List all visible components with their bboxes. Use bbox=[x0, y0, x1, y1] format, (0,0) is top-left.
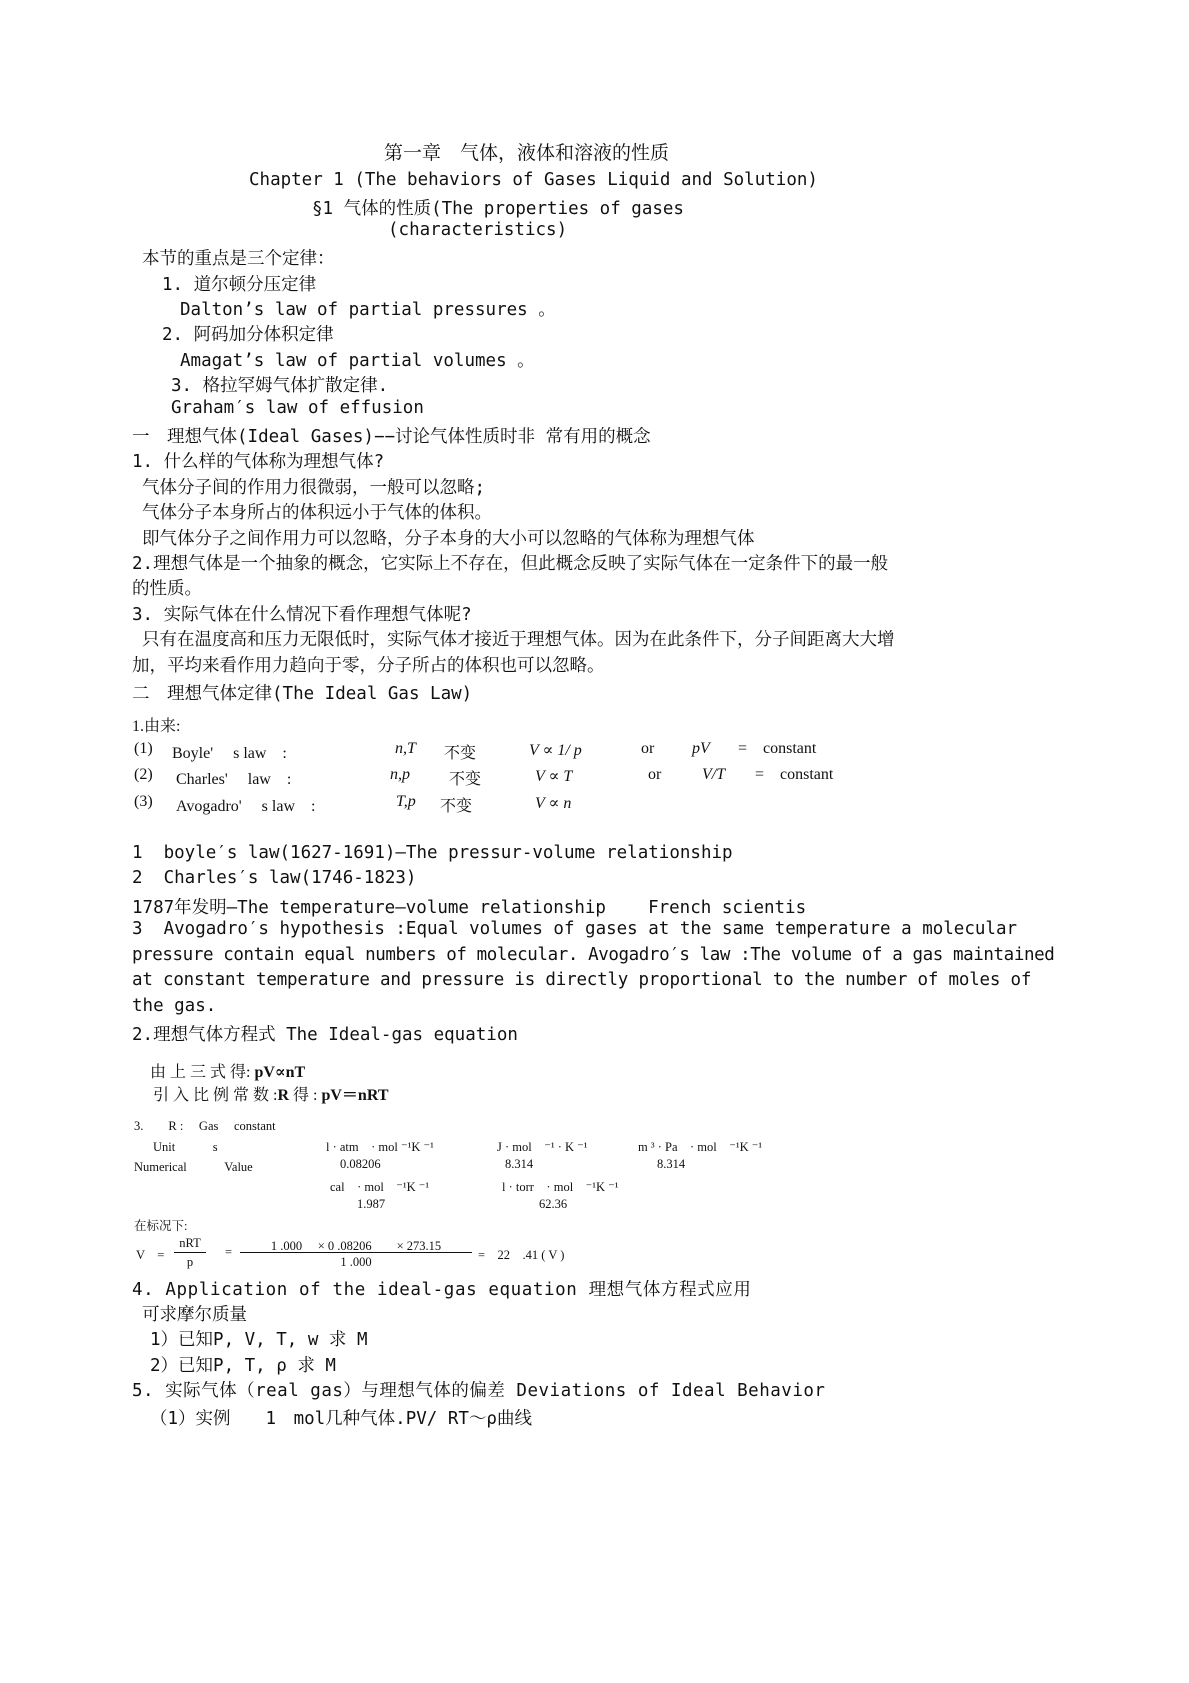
law-3-en: Graham′s law of effusion bbox=[171, 398, 424, 418]
law-1: 1. 道尔顿分压定律 bbox=[162, 275, 317, 295]
law-fixed: 不变 bbox=[440, 798, 473, 815]
answer-1a: 气体分子间的作用力很微弱，一般可以忽略; bbox=[142, 478, 486, 498]
law-2: 2. 阿码加分体积定律 bbox=[162, 325, 334, 345]
unit-4: cal · mol ⁻¹K ⁻¹ bbox=[330, 1180, 430, 1194]
application-heading: 4. Application of the ideal-gas equation 理想气体方程式应用 bbox=[132, 1280, 752, 1300]
answer-1c: 即气体分子之间作用力可以忽略，分子本身的大小可以忽略的气体称为理想气体 bbox=[142, 529, 755, 549]
molar-mass: 可求摩尔质量 bbox=[142, 1305, 247, 1325]
unit-3: m ³ · Pa · mol ⁻¹K ⁻¹ bbox=[638, 1140, 763, 1154]
calc-denominator: p bbox=[186, 1255, 194, 1269]
constant-r: R bbox=[277, 1087, 290, 1104]
law-constant: constant bbox=[763, 740, 817, 757]
derivation-text: 得 : bbox=[289, 1087, 322, 1104]
history-6: at constant temperature and pressure is directly proportional to the number of moles of bbox=[132, 970, 1032, 990]
chapter-title-en: Chapter 1 (The behaviors of Gases Liquid and Solution) bbox=[249, 170, 818, 190]
calc-equals: = bbox=[225, 1245, 233, 1259]
law-relation: V ∝ 1/ p bbox=[529, 742, 582, 759]
value-2: 8.314 bbox=[505, 1157, 534, 1171]
law-relation: V ∝ n bbox=[535, 795, 572, 812]
row-number: (3) bbox=[134, 793, 153, 810]
numerical-label: Numerical Value bbox=[134, 1160, 253, 1174]
answer-3a: 只有在温度高和压力无限低时，实际气体才接近于理想气体。因为在此条件下，分子间距离大大增 bbox=[142, 630, 895, 650]
law-expression: pV bbox=[692, 740, 710, 757]
history-4: 3 Avogadro′s hypothesis :Equal volumes of gases at the same temperature a molecular bbox=[132, 919, 1018, 939]
deviations-heading: 5. 实际气体（real gas）与理想气体的偏差 Deviations of Ideal Behavior bbox=[132, 1381, 826, 1401]
unit-5: l · torr · mol ⁻¹K ⁻¹ bbox=[502, 1180, 619, 1194]
point-2b: 的性质。 bbox=[132, 579, 202, 599]
section-title-cont: (characteristics) bbox=[388, 220, 568, 240]
law-fixed: 不变 bbox=[444, 745, 477, 762]
value-5: 62.36 bbox=[539, 1197, 568, 1211]
method-2: 2）已知P, T, ρ 求 M bbox=[150, 1356, 336, 1376]
answer-3b: 加，平均来看作用力趋向于零，分子所占的体积也可以忽略。 bbox=[132, 656, 605, 676]
question-1: 1. 什么样的气体称为理想气体? bbox=[132, 452, 385, 472]
law-or: or bbox=[641, 740, 655, 757]
method-1: 1）已知P, V, T, w 求 M bbox=[150, 1330, 368, 1350]
heading-part1: 一 理想气体(Ideal Gases)−−讨论气体性质时非 常有用的概念 bbox=[132, 427, 651, 447]
ideal-gas-equation: pV＝nRT bbox=[321, 1087, 389, 1104]
law-condition: n,T bbox=[395, 740, 416, 757]
stp-label: 在标况下: bbox=[134, 1219, 188, 1233]
intro: 本节的重点是三个定律： bbox=[142, 249, 335, 269]
row-number: (2) bbox=[134, 766, 153, 783]
history-3: 1787年发明—The temperature—volume relationship French scientis bbox=[132, 898, 807, 918]
derivation-formula: pV∝nT bbox=[254, 1064, 306, 1081]
fraction-bar bbox=[174, 1252, 206, 1253]
unit-2: J · mol ⁻¹ · K ⁻¹ bbox=[497, 1140, 588, 1154]
origin-label: 1.由来: bbox=[132, 718, 181, 735]
history-2: 2 Charles′s law(1746-1823) bbox=[132, 868, 417, 888]
law-3: 3. 格拉罕姆气体扩散定律. bbox=[171, 376, 389, 396]
law-expression: V/T bbox=[702, 766, 726, 783]
fraction-bar bbox=[240, 1252, 472, 1253]
unit-1: l · atm · mol ⁻¹K ⁻¹ bbox=[326, 1140, 434, 1154]
history-1: 1 boyle′s law(1627-1691)—The pressur-volume relationship bbox=[132, 843, 733, 863]
law-1-en: Dalton’s law of partial pressures 。 bbox=[180, 300, 556, 320]
history-7: the gas. bbox=[132, 996, 217, 1016]
derivation-2 bbox=[153, 1082, 389, 1105]
calc-v: V = bbox=[136, 1248, 165, 1262]
derivation-text: 引 入 比 例 常 数 : bbox=[153, 1087, 278, 1104]
heading-part2: 二 理想气体定律(The Ideal Gas Law) bbox=[132, 684, 473, 704]
law-constant: constant bbox=[780, 766, 834, 783]
law-name: Boyle' s law : bbox=[172, 745, 287, 762]
derivation-1 bbox=[150, 1059, 305, 1082]
section-title: §1 气体的性质(The properties of gases bbox=[312, 199, 684, 219]
history-5: pressure contain equal numbers of molecular. Avogadro′s law :The volume of a gas maintained bbox=[132, 945, 1055, 965]
gas-constant-label: 3. R : Gas constant bbox=[134, 1119, 276, 1133]
law-name: Charles' law : bbox=[176, 771, 292, 788]
example: （1）实例 1 mol几种气体.PV/ RT～ρ曲线 bbox=[150, 1409, 532, 1429]
equation-heading: 2.理想气体方程式 The Ideal-gas equation bbox=[132, 1025, 518, 1045]
law-name: Avogadro' s law : bbox=[176, 798, 316, 815]
law-condition: n,p bbox=[390, 766, 410, 783]
law-relation: V ∝ T bbox=[535, 768, 573, 785]
answer-1b: 气体分子本身所占的体积远小于气体的体积。 bbox=[142, 503, 492, 523]
calc-result: = 22 .41 ( V ) bbox=[478, 1248, 565, 1262]
calc-numerator: nRT bbox=[179, 1236, 201, 1250]
units-label: Unit s bbox=[153, 1140, 218, 1154]
law-equals: = bbox=[755, 766, 765, 783]
value-4: 1.987 bbox=[357, 1197, 386, 1211]
law-2-en: Amagat’s law of partial volumes 。 bbox=[180, 351, 535, 371]
calc-denominator-values: 1 .000 bbox=[340, 1255, 372, 1269]
question-3: 3. 实际气体在什么情况下看作理想气体呢? bbox=[132, 605, 472, 625]
value-3: 8.314 bbox=[657, 1157, 686, 1171]
point-2a: 2.理想气体是一个抽象的概念，它实际上不存在，但此概念反映了实际气体在一定条件下的最一般 bbox=[132, 554, 889, 574]
chapter-title-cn: 第一章 气体，液体和溶液的性质 bbox=[384, 142, 670, 164]
value-1: 0.08206 bbox=[340, 1157, 381, 1171]
law-equals: = bbox=[738, 740, 748, 757]
row-number: (1) bbox=[134, 740, 153, 757]
derivation-text: 由 上 三 式 得: bbox=[150, 1064, 255, 1081]
law-condition: T,p bbox=[396, 793, 416, 810]
law-or: or bbox=[648, 766, 662, 783]
law-fixed: 不变 bbox=[449, 771, 482, 788]
calc-numerator-values: 1 .000 × 0 .08206 × 273.15 bbox=[270, 1239, 442, 1253]
